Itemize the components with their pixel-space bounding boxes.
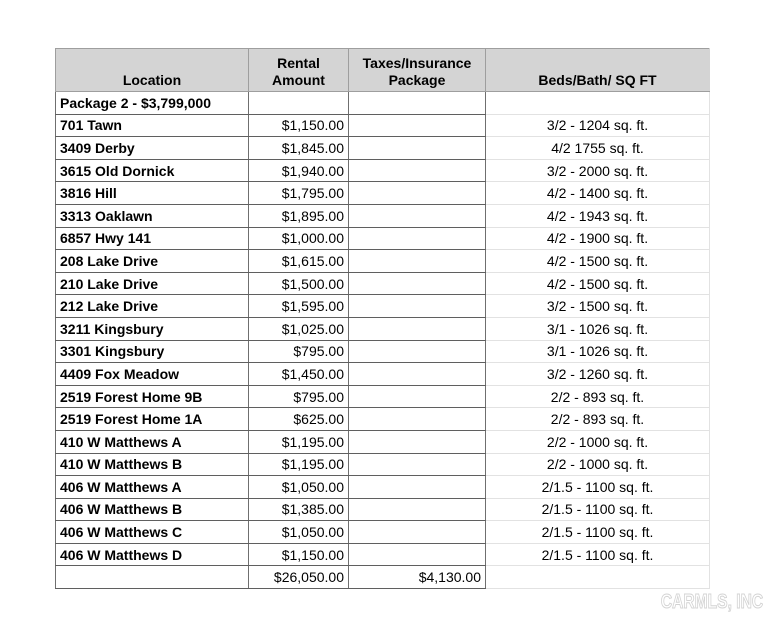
location-cell: 208 Lake Drive [56, 250, 249, 273]
table-row [56, 430, 710, 453]
beds-cell: 2/1.5 - 1100 sq. ft. [486, 498, 710, 521]
taxes-cell [349, 385, 486, 408]
rent-cell: $1,615.00 [249, 250, 349, 273]
rent-cell: $1,195.00 [249, 430, 349, 453]
rent-cell: $1,500.00 [249, 272, 349, 295]
taxes-cell [349, 408, 486, 431]
rent-cell: $1,150.00 [249, 543, 349, 566]
beds-cell: 3/2 - 1500 sq. ft. [486, 295, 710, 318]
beds-cell: 3/2 - 1260 sq. ft. [486, 363, 710, 386]
beds-cell: 4/2 - 1900 sq. ft. [486, 227, 710, 250]
watermark-logo: CARMLS, INC [660, 591, 763, 613]
table-body [56, 92, 710, 566]
table-row [56, 363, 710, 386]
beds-cell: 3/1 - 1026 sq. ft. [486, 340, 710, 363]
rent-cell: $1,450.00 [249, 363, 349, 386]
location-cell: 410 W Matthews A [56, 430, 249, 453]
taxes-cell [349, 363, 486, 386]
table-row [56, 159, 710, 182]
rent-cell: $1,895.00 [249, 204, 349, 227]
package-label: Package 2 - $3,799,000 [56, 92, 249, 115]
table-row [56, 498, 710, 521]
taxes-cell [349, 272, 486, 295]
location-cell: 212 Lake Drive [56, 295, 249, 318]
beds-cell: 4/2 - 1400 sq. ft. [486, 182, 710, 205]
beds-cell: 2/1.5 - 1100 sq. ft. [486, 476, 710, 499]
location-cell: 406 W Matthews C [56, 521, 249, 544]
header-beds-bath-sqft: Beds/Bath/ SQ FT [486, 49, 710, 92]
totals-label-cell [56, 566, 249, 589]
package-beds-cell [486, 92, 710, 115]
taxes-cell [349, 521, 486, 544]
taxes-cell [349, 114, 486, 137]
beds-cell: 2/1.5 - 1100 sq. ft. [486, 543, 710, 566]
table-row [56, 340, 710, 363]
table-row [56, 543, 710, 566]
location-cell: 3313 Oaklawn [56, 204, 249, 227]
location-cell: 406 W Matthews A [56, 476, 249, 499]
rent-cell: $1,150.00 [249, 114, 349, 137]
table-row [56, 476, 710, 499]
rental-package-table [55, 48, 710, 589]
rent-cell: $1,025.00 [249, 317, 349, 340]
taxes-cell [349, 543, 486, 566]
taxes-cell [349, 453, 486, 476]
table-row [56, 250, 710, 273]
rent-cell: $1,795.00 [249, 182, 349, 205]
rent-cell: $1,050.00 [249, 476, 349, 499]
rent-cell: $1,845.00 [249, 137, 349, 160]
location-cell: 2519 Forest Home 1A [56, 408, 249, 431]
beds-cell: 2/2 - 1000 sq. ft. [486, 453, 710, 476]
taxes-cell [349, 250, 486, 273]
rent-cell: $1,940.00 [249, 159, 349, 182]
table-row [56, 227, 710, 250]
location-cell: 406 W Matthews D [56, 543, 249, 566]
beds-cell: 4/2 - 1943 sq. ft. [486, 204, 710, 227]
beds-cell: 2/1.5 - 1100 sq. ft. [486, 521, 710, 544]
package-rent-cell [249, 92, 349, 115]
total-rent: $26,050.00 [249, 566, 349, 589]
package-tax-cell [349, 92, 486, 115]
location-cell: 2519 Forest Home 9B [56, 385, 249, 408]
location-cell: 3409 Derby [56, 137, 249, 160]
header-rental-amount: Rental Amount [249, 49, 349, 92]
total-taxes: $4,130.00 [349, 566, 486, 589]
table-row [56, 317, 710, 340]
taxes-cell [349, 340, 486, 363]
rent-cell: $1,000.00 [249, 227, 349, 250]
rent-cell: $1,595.00 [249, 295, 349, 318]
location-cell: 4409 Fox Meadow [56, 363, 249, 386]
beds-cell: 2/2 - 893 sq. ft. [486, 408, 710, 431]
location-cell: 3211 Kingsbury [56, 317, 249, 340]
location-cell: 3301 Kingsbury [56, 340, 249, 363]
totals-row [56, 566, 710, 589]
taxes-cell [349, 476, 486, 499]
rent-cell: $795.00 [249, 385, 349, 408]
header-location: Location [56, 49, 249, 92]
table-row [56, 137, 710, 160]
taxes-cell [349, 227, 486, 250]
table-row [56, 182, 710, 205]
location-cell: 406 W Matthews B [56, 498, 249, 521]
header-taxes-insurance: Taxes/Insurance Package [349, 49, 486, 92]
table-row [56, 272, 710, 295]
taxes-cell [349, 430, 486, 453]
header-row [56, 49, 710, 92]
location-cell: 3615 Old Dornick [56, 159, 249, 182]
beds-cell: 4/2 - 1500 sq. ft. [486, 272, 710, 295]
taxes-cell [349, 295, 486, 318]
beds-cell: 3/2 - 2000 sq. ft. [486, 159, 710, 182]
taxes-cell [349, 159, 486, 182]
taxes-cell [349, 137, 486, 160]
table-row [56, 295, 710, 318]
beds-cell: 2/2 - 1000 sq. ft. [486, 430, 710, 453]
totals-beds-cell [486, 566, 710, 589]
table-row [56, 521, 710, 544]
beds-cell: 2/2 - 893 sq. ft. [486, 385, 710, 408]
location-cell: 410 W Matthews B [56, 453, 249, 476]
taxes-cell [349, 498, 486, 521]
location-cell: 701 Tawn [56, 114, 249, 137]
beds-cell: 4/2 1755 sq. ft. [486, 137, 710, 160]
taxes-cell [349, 182, 486, 205]
rent-cell: $625.00 [249, 408, 349, 431]
taxes-cell [349, 204, 486, 227]
beds-cell: 3/1 - 1026 sq. ft. [486, 317, 710, 340]
location-cell: 6857 Hwy 141 [56, 227, 249, 250]
table-row [56, 453, 710, 476]
location-cell: 210 Lake Drive [56, 272, 249, 295]
beds-cell: 4/2 - 1500 sq. ft. [486, 250, 710, 273]
rent-cell: $1,385.00 [249, 498, 349, 521]
table-row [56, 114, 710, 137]
table-row [56, 385, 710, 408]
rent-cell: $795.00 [249, 340, 349, 363]
package-row [56, 92, 710, 115]
table-row [56, 204, 710, 227]
table-row [56, 408, 710, 431]
rent-cell: $1,050.00 [249, 521, 349, 544]
rent-cell: $1,195.00 [249, 453, 349, 476]
beds-cell: 3/2 - 1204 sq. ft. [486, 114, 710, 137]
taxes-cell [349, 317, 486, 340]
location-cell: 3816 Hill [56, 182, 249, 205]
